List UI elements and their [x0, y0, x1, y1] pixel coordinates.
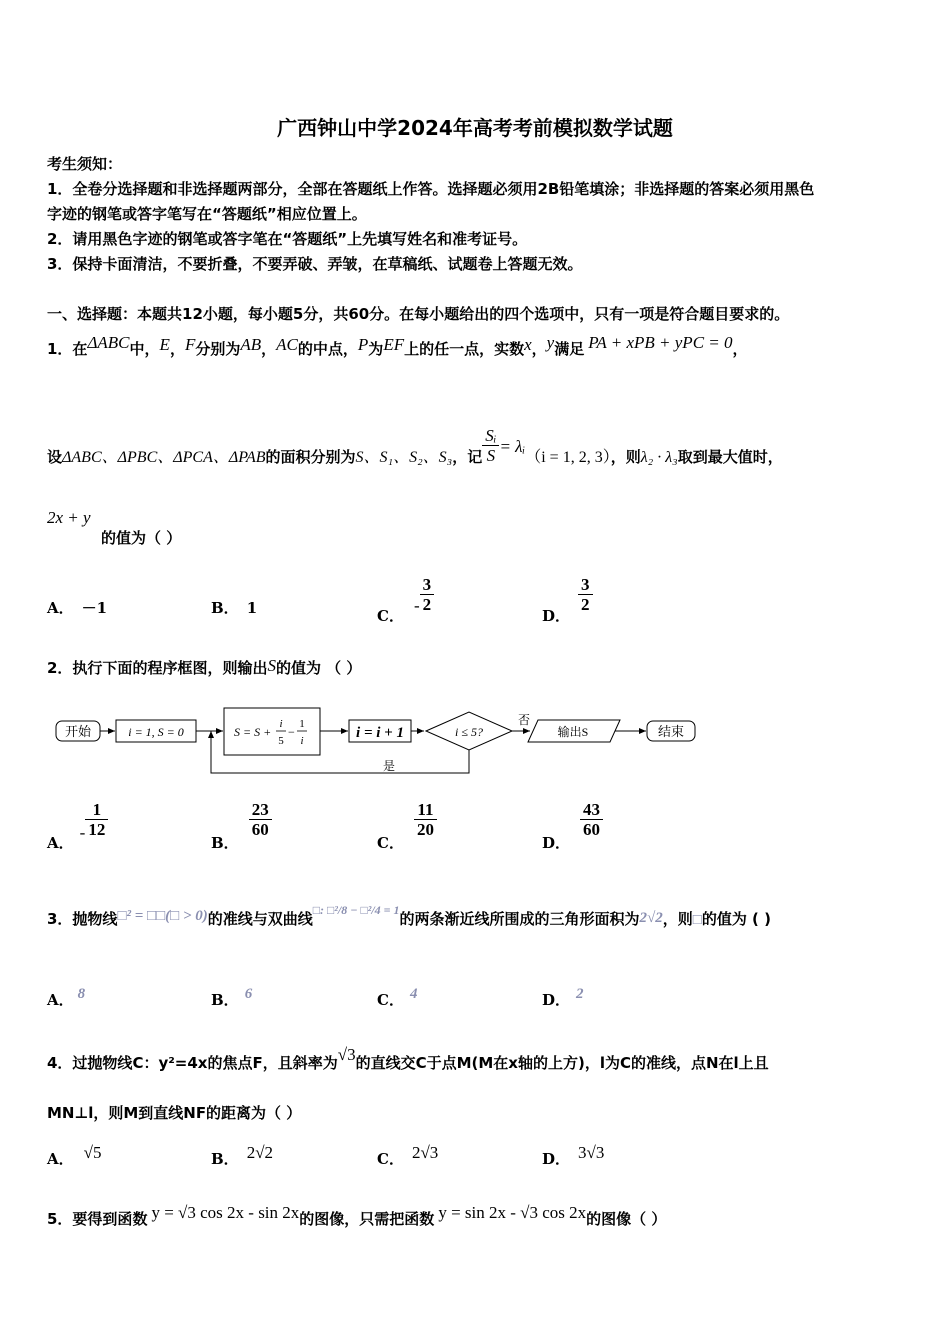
q1-option-b[interactable]: B． 1	[211, 599, 258, 617]
math-triangle-abc: ΔABC	[87, 333, 130, 352]
program-flowchart	[40, 700, 720, 780]
q3-option-c[interactable]: C． 4	[377, 986, 418, 1009]
flow-init-label: i = 1, S = 0	[128, 725, 184, 739]
q4-option-b[interactable]: B． 2√2	[211, 1143, 274, 1168]
question-1-line-3: 2x + y	[47, 508, 91, 527]
flow-update-text: S = S +	[234, 725, 272, 739]
question-1-line-3-tail: 的值为（ ）	[101, 529, 182, 547]
q3-option-a[interactable]: A． 8	[47, 986, 86, 1009]
notice-line-3: 3．保持卡面清洁，不要折叠，不要弄破、弄皱，在草稿纸、试题卷上答题无效。	[47, 255, 583, 273]
flow-yes-label: 是	[382, 759, 396, 773]
math-hyperbola-eq: □: □²/8 − □²/4 = 1	[312, 903, 400, 917]
notice-line-1a: 1．全卷分选择题和非选择题两部分，全部在答题纸上作答。选择题必须用2B铅笔填涂；非选择题的答案必须用黑色	[47, 180, 815, 198]
question-4-line-2: MN⊥l，则M到直线NF的距离为（ ）	[47, 1104, 302, 1122]
q3-option-b[interactable]: B． 6	[211, 986, 253, 1009]
flow-condition-label: i ≤ 5?	[455, 725, 483, 739]
q2-option-a[interactable]: A．- $\frac{1}{12}$	[47, 800, 108, 839]
math-function-2: y = sin 2x - √3 cos 2x	[438, 1203, 587, 1222]
q1-option-c[interactable]: C．- $\frac{3}{2}$	[377, 575, 434, 614]
q4-option-a[interactable]: A． √5	[47, 1143, 102, 1168]
section-heading: 一、选择题：本题共12小题，每小题5分，共60分。在每小题给出的四个选项中，只有一项是符合题目要求的。	[47, 305, 790, 323]
svg-text:i: i	[279, 718, 283, 730]
question-1-line-2: 设ΔABC、ΔPBC、ΔPCA、ΔPAB的面积分别为S、S₁、S₂、S₃，记 $\frac{\text{Sᵢ}}{S}$ = λᵢ（i = 1, 2, 3），则λ₂ · λ₃取到最大值时，	[47, 426, 783, 466]
notice-line-2: 2．请用黑色字迹的钢笔或答字笔在“答题纸”上先填写姓名和准考证号。	[47, 230, 528, 248]
flow-end-label: 结束	[657, 724, 685, 739]
math-fraction-si-s: $\frac{\text{Sᵢ}}{S}$	[482, 426, 499, 465]
flow-increment-label: i = i + 1	[356, 725, 404, 741]
q1-option-d[interactable]: D． $\frac{3}{2}$	[542, 575, 593, 614]
math-function-1: y = √3 cos 2x - sin 2x	[151, 1203, 300, 1222]
q2-option-d[interactable]: D． $\frac{43}{60}$	[542, 800, 603, 839]
question-2-stem: 2．执行下面的程序框图，则输出S的值为 （ ）	[47, 656, 362, 677]
flow-start-label: 开始	[64, 724, 92, 739]
math-parabola-eq: □² = □□(□ > 0)	[117, 908, 208, 924]
q4-option-d[interactable]: D． 3√3	[542, 1143, 605, 1168]
flow-output-label: 输出S	[557, 725, 589, 739]
q4-option-c[interactable]: C． 2√3	[377, 1143, 439, 1168]
question-5-stem: 5．要得到函数 y = √3 cos 2x - sin 2x的图像，只需把函数 y = sin 2x - √3 cos 2x的图像（ ）	[47, 1203, 667, 1228]
q1-option-a[interactable]: A． －1	[47, 599, 108, 617]
svg-text:5: 5	[278, 735, 284, 747]
notice-line-1b: 字迹的钢笔或答字笔写在“答题纸”相应位置上。	[47, 205, 367, 223]
page-title: 广西钟山中学2024年高考考前模拟数学试题	[277, 116, 673, 140]
svg-text:−: −	[288, 725, 295, 739]
svg-text:i: i	[300, 735, 304, 747]
math-vector-equation: PA + xPB + yPC = 0	[588, 333, 733, 352]
svg-text:1: 1	[299, 718, 305, 730]
notice-heading: 考生须知：	[47, 155, 123, 173]
q3-option-d[interactable]: D． 2	[542, 986, 584, 1009]
q2-option-c[interactable]: C． $\frac{11}{20}$	[377, 800, 437, 839]
question-4-line-1: 4．过抛物线C：y²=4x的焦点F，且斜率为√3的直线交C于点M(M在x轴的上方)，l为C的准线，点N在l上且	[47, 1045, 769, 1072]
question-1-line-1: 1．在ΔABC中，E，F分别为AB，AC的中点，P为EF上的任一点，实数x，y满足 PA + xPB + yPC = 0，	[47, 333, 748, 358]
flow-no-label: 否	[517, 713, 531, 727]
q2-option-b[interactable]: B． $\frac{23}{60}$	[211, 800, 272, 839]
question-3-stem: 3．抛物线□² = □□(□ > 0)的准线与双曲线$^{□: □^2/8 - □^2/4 = 1}$的两条渐近线所围成的三角形面积为2√2，则□的值为 ( )	[47, 903, 771, 928]
